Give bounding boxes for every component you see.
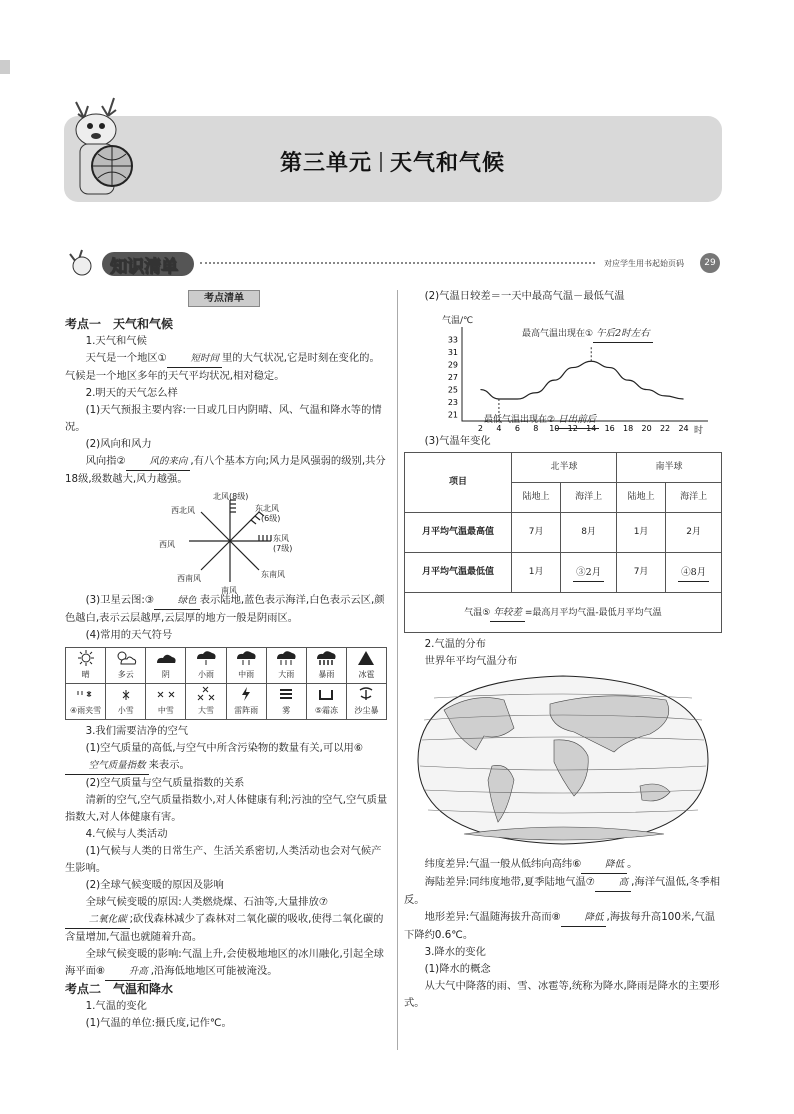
table-sub-land: 陆地上 bbox=[616, 483, 665, 513]
paragraph: 风向指② 风的来向 ,有八个基本方向;风力是风强弱的级别,共分18级,级数越大,风力越强。 bbox=[65, 455, 386, 485]
chart-ylabel: 气温/℃ bbox=[442, 316, 474, 326]
symbol-moderate-snow: 中雪 bbox=[146, 684, 186, 720]
moderate-snow-icon bbox=[155, 688, 177, 702]
symbol-thunderstorm: 雷阵雨 bbox=[226, 684, 266, 720]
sub-heading: 3.降水的变化 bbox=[424, 946, 486, 958]
table-header-item: 项目 bbox=[405, 453, 512, 513]
wind-label-s: 南风 bbox=[221, 586, 237, 595]
frost-icon bbox=[317, 688, 335, 702]
answer-blank: 二氧化碳 bbox=[65, 911, 130, 929]
paragraph: 纬度差异:气温一般从低纬向高纬⑥ 降低 。 bbox=[404, 856, 722, 874]
paragraph: 海陆差异:同纬度地带,夏季陆地气温⑦ 高 ,海洋气温低,冬季相反。 bbox=[404, 876, 721, 906]
answer-blank: 年较差 bbox=[490, 604, 525, 622]
table-header-south: 南半球 bbox=[616, 453, 721, 483]
moderate-rain-icon bbox=[235, 650, 257, 666]
table-sub-land: 陆地上 bbox=[512, 483, 561, 513]
table-cell: 8月 bbox=[561, 513, 617, 553]
fog-icon bbox=[278, 686, 294, 702]
chart-max-annotation: 最高气温出现在① 午后2时左右 bbox=[522, 325, 653, 343]
answer-blank: 高 bbox=[595, 874, 631, 892]
wind-label-e: 东风 bbox=[273, 534, 289, 543]
wind-rose bbox=[65, 488, 390, 595]
table-cell: 7月 bbox=[616, 553, 665, 593]
sleet-icon bbox=[75, 688, 97, 702]
paragraph: (1)降水的概念 bbox=[424, 963, 491, 975]
answer-blank: 绿色 bbox=[154, 592, 200, 610]
y-tick-label: 25 bbox=[447, 385, 458, 395]
answer-blank: 降低 bbox=[561, 909, 607, 927]
paragraph: (2)气温日较差＝一天中最高气温－最低气温 bbox=[424, 290, 625, 302]
paragraph: (4)常用的天气符号 bbox=[85, 629, 173, 641]
chart-min-annotation: 最低气温出现在② 日出前后 bbox=[484, 411, 599, 429]
overcast-icon bbox=[155, 650, 177, 666]
x-tick-label: 16 bbox=[604, 424, 615, 433]
symbol-frost: ⑤霜冻 bbox=[306, 684, 346, 720]
symbol-light-snow: 小雪 bbox=[106, 684, 146, 720]
symbol-moderate-rain: 中雨 bbox=[226, 648, 266, 684]
y-tick-label: 33 bbox=[447, 335, 458, 345]
paragraph: (3)气温年变化 bbox=[424, 435, 491, 447]
y-tick-label: 29 bbox=[447, 360, 458, 370]
topic-heading: 考点二 气温和降水 bbox=[65, 982, 174, 996]
sun-icon bbox=[77, 650, 95, 666]
heavy-rain-icon bbox=[275, 650, 297, 666]
wind-label-n: 北风(8级) bbox=[213, 492, 249, 501]
x-tick-label: 6 bbox=[514, 424, 520, 433]
paragraph: (1)天气预报主要内容:一日或几日内阴晴、风、气温和降水等的情况。 bbox=[65, 404, 382, 433]
symbol-light-rain: 小雨 bbox=[186, 648, 226, 684]
symbol-rainstorm: 暴雨 bbox=[306, 648, 346, 684]
table-row bbox=[405, 513, 722, 553]
paragraph: (2)全球气候变暖的原因及影响 bbox=[85, 879, 224, 891]
sub-heading: 1.气温的变化 bbox=[85, 1000, 147, 1012]
paragraph: 从大气中降落的雨、雪、冰雹等,统称为降水,降雨是降水的主要形式。 bbox=[404, 980, 720, 1009]
answer-blank: 短时间 bbox=[167, 350, 222, 368]
answer-blank: ③2月 bbox=[573, 564, 604, 582]
right-column bbox=[404, 288, 722, 1012]
wind-label-w: 西风 bbox=[159, 540, 175, 549]
exam-points-tab: 考点清单 bbox=[188, 290, 260, 307]
sub-heading: 1.天气和气候 bbox=[85, 335, 147, 347]
wind-label-ne-force: (6级) bbox=[261, 514, 281, 523]
table-footer: 气温⑤ 年较差 =最高月平均气温-最低月平均气温 bbox=[405, 593, 722, 633]
daily-temp-chart bbox=[404, 305, 722, 436]
table-footer-row bbox=[405, 593, 722, 633]
wind-label-sw: 西南风 bbox=[177, 574, 201, 583]
answer-blank: 降低 bbox=[581, 856, 627, 874]
light-rain-icon bbox=[195, 650, 217, 666]
symbol-cloudy: 多云 bbox=[106, 648, 146, 684]
corner-mark bbox=[0, 60, 10, 74]
sub-heading: 2.明天的天气怎么样 bbox=[85, 387, 178, 399]
table-sub-sea: 海洋上 bbox=[666, 483, 722, 513]
annual-temp-table bbox=[404, 452, 722, 633]
deer-globe-mascot-icon bbox=[62, 92, 144, 202]
x-tick-label: 10 bbox=[549, 424, 560, 433]
sub-heading: 4.气候与人类活动 bbox=[85, 828, 168, 840]
light-snow-icon bbox=[119, 688, 133, 702]
table-header-north: 北半球 bbox=[512, 453, 617, 483]
paragraph: (1)气温的单位:摄氏度,记作℃。 bbox=[85, 1017, 232, 1029]
paragraph: (2)空气质量与空气质量指数的关系 bbox=[85, 777, 245, 789]
x-tick-label: 4 bbox=[496, 424, 502, 433]
rainstorm-icon bbox=[315, 650, 337, 666]
answer-blank: 午后2时左右 bbox=[593, 325, 653, 343]
chart-xlabel: 时 bbox=[694, 426, 704, 436]
paragraph: (3)卫星云图:③ 绿色 表示陆地,蓝色表示海洋,白色表示云区,颜色越白,表示云层越厚,云层厚的地方一般是阴雨区。 bbox=[65, 594, 385, 624]
x-tick-label: 20 bbox=[641, 424, 652, 433]
table-cell: 1月 bbox=[512, 553, 561, 593]
table-row bbox=[405, 553, 722, 593]
x-tick-label: 12 bbox=[567, 424, 578, 433]
symbol-heavy-rain: 大雨 bbox=[266, 648, 306, 684]
symbol-sunny: 晴 bbox=[66, 648, 106, 684]
table-cell: 2月 bbox=[666, 513, 722, 553]
hail-icon bbox=[357, 650, 375, 666]
sandstorm-icon bbox=[357, 686, 375, 702]
thunderstorm-icon bbox=[238, 686, 254, 702]
left-column bbox=[65, 316, 390, 1032]
symbol-overcast: 阴 bbox=[146, 648, 186, 684]
y-tick-label: 23 bbox=[447, 398, 458, 408]
table-cell: 月平均气温最低值 bbox=[405, 553, 512, 593]
table-cell bbox=[666, 553, 722, 593]
map-title: 世界年平均气温分布 bbox=[424, 655, 518, 667]
answer-blank: 日出前后 bbox=[555, 411, 599, 429]
heavy-snow-icon bbox=[195, 686, 217, 702]
paragraph: 全球气候变暖的原因:人类燃烧煤、石油等,大量排放⑦二氧化碳 ;砍伐森林减少了森林对二氧化碳的吸收,使得二氧化碳的含量增加,气温也就随着升高。 bbox=[65, 896, 384, 943]
page-ref-label: 对应学生用书起始页码 bbox=[604, 259, 684, 268]
topic-heading: 考点一 天气和气候 bbox=[65, 317, 174, 331]
answer-blank: 空气质量指数 bbox=[65, 757, 149, 775]
symbol-hail: 冰雹 bbox=[346, 648, 386, 684]
page-number-badge: 29 bbox=[700, 253, 720, 273]
unit-title: 第三单元 天气和气候 bbox=[280, 151, 506, 176]
temp-curve bbox=[480, 361, 683, 399]
wind-label-ne: 东北风 bbox=[255, 504, 279, 513]
symbol-sleet: ④雨夹雪 bbox=[66, 684, 106, 720]
wind-label-nw: 西北风 bbox=[171, 506, 195, 515]
partly-cloudy-icon bbox=[115, 650, 137, 666]
sub-heading: 3.我们需要洁净的空气 bbox=[85, 725, 189, 737]
table-cell bbox=[561, 553, 617, 593]
table-cell: 月平均气温最高值 bbox=[405, 513, 512, 553]
sub-heading: 2.气温的分布 bbox=[424, 638, 486, 650]
y-tick-label: 27 bbox=[447, 373, 458, 382]
paragraph: 地形差异:气温随海拔升高而⑧ 降低 ,海拔每升高100米,气温下降约0.6℃。 bbox=[404, 911, 716, 941]
paragraph: (1)空气质量的高低,与空气中所含污染物的数量有关,可以用⑥空气质量指数 来表示。 bbox=[65, 740, 390, 775]
wind-label-se: 东南风 bbox=[261, 570, 285, 579]
x-tick-label: 14 bbox=[586, 424, 597, 433]
x-tick-label: 8 bbox=[533, 424, 539, 433]
answer-blank: ④8月 bbox=[678, 564, 709, 582]
table-cell: 7月 bbox=[512, 513, 561, 553]
paragraph: 天气是一个地区① 短时间 里的大气状况,它是时刻在变化的。气候是一个地区多年的天气平均状况,相对稳定。 bbox=[65, 352, 380, 382]
symbol-fog: 雾 bbox=[266, 684, 306, 720]
table-cell: 1月 bbox=[616, 513, 665, 553]
paragraph: 全球气候变暖的影响:气温上升,会使极地地区的冰川融化,引起全球海平面⑧ 升高 ,沿海低地地区可能被淹没。 bbox=[65, 946, 390, 981]
table-sub-sea: 海洋上 bbox=[561, 483, 617, 513]
dotted-rule bbox=[200, 262, 595, 264]
x-tick-label: 2 bbox=[477, 424, 484, 433]
world-temp-map bbox=[404, 670, 722, 850]
weather-symbol-table bbox=[65, 647, 387, 720]
x-tick-label: 24 bbox=[678, 424, 689, 433]
x-tick-label: 18 bbox=[623, 424, 634, 433]
paragraph: (2)风向和风力 bbox=[85, 438, 152, 450]
section-badge-label: 知识清单 bbox=[110, 257, 178, 277]
answer-blank: 升高 bbox=[105, 963, 151, 981]
symbol-heavy-snow: 大雪 bbox=[186, 684, 226, 720]
column-divider bbox=[397, 290, 398, 1050]
symbol-sandstorm: 沙尘暴 bbox=[346, 684, 386, 720]
answer-blank: 风的来向 bbox=[126, 453, 191, 471]
paragraph: 清新的空气,空气质量指数小,对人体健康有利;污浊的空气,空气质量指数大,对人体健康有害。 bbox=[65, 794, 388, 823]
x-tick-label: 22 bbox=[659, 424, 671, 433]
wind-label-e-force: (7级) bbox=[273, 544, 293, 553]
y-tick-label: 21 bbox=[447, 410, 458, 420]
y-tick-label: 31 bbox=[447, 347, 458, 357]
paragraph: (1)气候与人类的日常生产、生活关系密切,人类活动也会对气候产生影响。 bbox=[65, 845, 382, 874]
